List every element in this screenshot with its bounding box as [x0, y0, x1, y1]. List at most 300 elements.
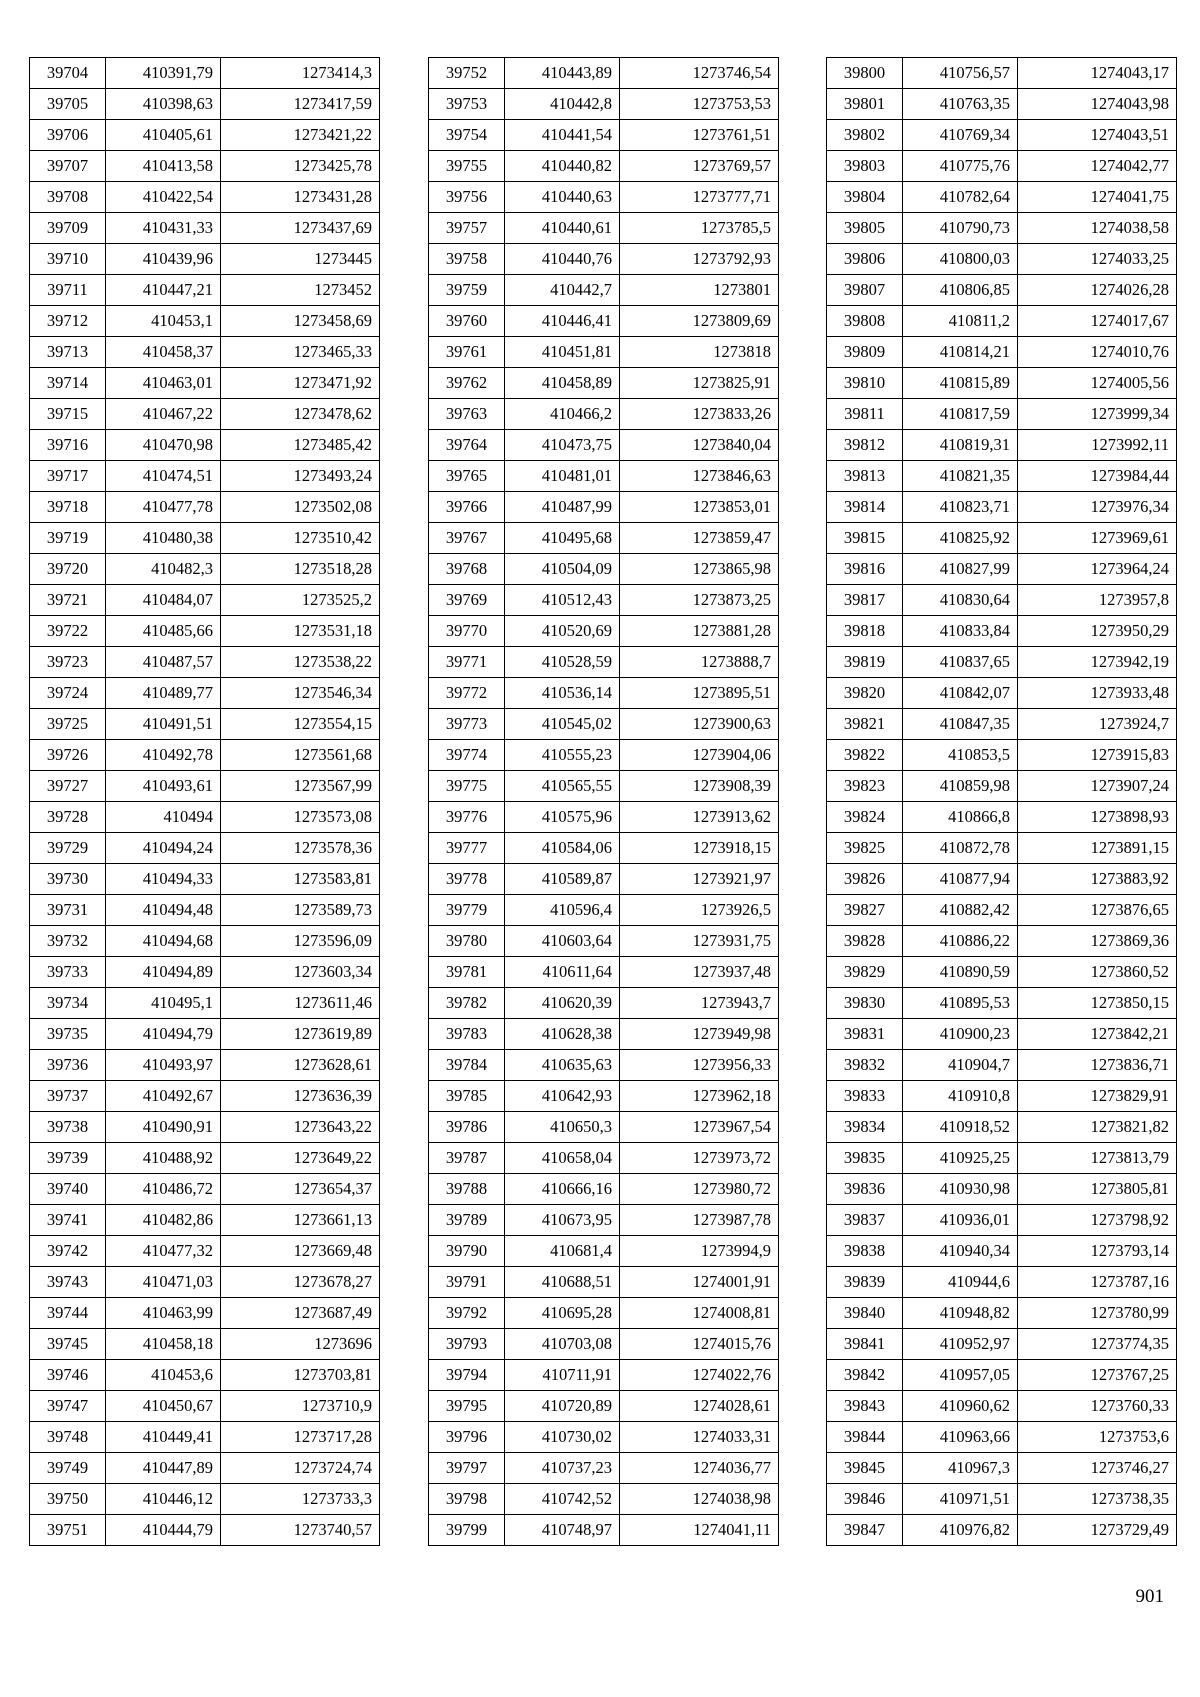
- table-row: [429, 1050, 779, 1081]
- point-id-cell: 39714: [30, 368, 106, 399]
- table-row: [429, 895, 779, 926]
- y-coordinate-cell: 1273471,92: [221, 368, 380, 399]
- point-id-cell: 39719: [30, 523, 106, 554]
- x-coordinate-cell: 410493,61: [106, 771, 221, 802]
- table-row: [429, 1236, 779, 1267]
- x-coordinate-cell: 410763,35: [903, 89, 1018, 120]
- point-id-cell: 39806: [827, 244, 903, 275]
- x-coordinate-cell: 410737,23: [505, 1453, 620, 1484]
- y-coordinate-cell: 1273774,35: [1018, 1329, 1177, 1360]
- table-row: [429, 1112, 779, 1143]
- point-id-cell: 39800: [827, 58, 903, 89]
- point-id-cell: 39823: [827, 771, 903, 802]
- table-row: [827, 120, 1177, 151]
- point-id-cell: 39756: [429, 182, 505, 213]
- x-coordinate-cell: 410442,7: [505, 275, 620, 306]
- point-id-cell: 39768: [429, 554, 505, 585]
- point-id-cell: 39827: [827, 895, 903, 926]
- point-id-cell: 39824: [827, 802, 903, 833]
- x-coordinate-cell: 410589,87: [505, 864, 620, 895]
- point-id-cell: 39772: [429, 678, 505, 709]
- y-coordinate-cell: 1273950,29: [1018, 616, 1177, 647]
- point-id-cell: 39752: [429, 58, 505, 89]
- point-id-cell: 39732: [30, 926, 106, 957]
- y-coordinate-cell: 1273729,49: [1018, 1515, 1177, 1546]
- table-row: [30, 1143, 380, 1174]
- table-row: [827, 461, 1177, 492]
- x-coordinate-cell: 410971,51: [903, 1484, 1018, 1515]
- table-row: [30, 58, 380, 89]
- y-coordinate-cell: 1273973,72: [620, 1143, 779, 1174]
- y-coordinate-cell: 1273654,37: [221, 1174, 380, 1205]
- table-row: [827, 1143, 1177, 1174]
- point-id-cell: 39737: [30, 1081, 106, 1112]
- y-coordinate-cell: 1273738,35: [1018, 1484, 1177, 1515]
- y-coordinate-cell: 1274036,77: [620, 1453, 779, 1484]
- table-row: [30, 213, 380, 244]
- y-coordinate-cell: 1273933,48: [1018, 678, 1177, 709]
- x-coordinate-cell: 410830,64: [903, 585, 1018, 616]
- point-id-cell: 39707: [30, 151, 106, 182]
- y-coordinate-cell: 1273921,97: [620, 864, 779, 895]
- y-coordinate-cell: 1274028,61: [620, 1391, 779, 1422]
- y-coordinate-cell: 1273994,9: [620, 1236, 779, 1267]
- x-coordinate-cell: 410447,21: [106, 275, 221, 306]
- x-coordinate-cell: 410490,91: [106, 1112, 221, 1143]
- x-coordinate-cell: 410742,52: [505, 1484, 620, 1515]
- y-coordinate-cell: 1273753,53: [620, 89, 779, 120]
- table-row: [30, 399, 380, 430]
- x-coordinate-cell: 410877,94: [903, 864, 1018, 895]
- table-row: [429, 58, 779, 89]
- y-coordinate-cell: 1274001,91: [620, 1267, 779, 1298]
- table-row: [429, 1391, 779, 1422]
- point-id-cell: 39780: [429, 926, 505, 957]
- table-row: [30, 864, 380, 895]
- table-row: [30, 647, 380, 678]
- point-id-cell: 39841: [827, 1329, 903, 1360]
- y-coordinate-cell: 1273792,93: [620, 244, 779, 275]
- y-coordinate-cell: 1273746,54: [620, 58, 779, 89]
- table-row: [429, 213, 779, 244]
- y-coordinate-cell: 1273785,5: [620, 213, 779, 244]
- table-row: [429, 864, 779, 895]
- x-coordinate-cell: 410575,96: [505, 802, 620, 833]
- table-row: [429, 1453, 779, 1484]
- table-row: [30, 523, 380, 554]
- point-id-cell: 39763: [429, 399, 505, 430]
- table-row: [827, 337, 1177, 368]
- point-id-cell: 39812: [827, 430, 903, 461]
- x-coordinate-cell: 410800,03: [903, 244, 1018, 275]
- point-id-cell: 39706: [30, 120, 106, 151]
- y-coordinate-cell: 1273538,22: [221, 647, 380, 678]
- point-id-cell: 39745: [30, 1329, 106, 1360]
- point-id-cell: 39761: [429, 337, 505, 368]
- table-row: [429, 988, 779, 1019]
- x-coordinate-cell: 410480,38: [106, 523, 221, 554]
- y-coordinate-cell: 1273853,01: [620, 492, 779, 523]
- table-row: [30, 1112, 380, 1143]
- y-coordinate-cell: 1273761,51: [620, 120, 779, 151]
- point-id-cell: 39781: [429, 957, 505, 988]
- y-coordinate-cell: 1273881,28: [620, 616, 779, 647]
- y-coordinate-cell: 1274041,11: [620, 1515, 779, 1546]
- point-id-cell: 39789: [429, 1205, 505, 1236]
- point-id-cell: 39846: [827, 1484, 903, 1515]
- point-id-cell: 39749: [30, 1453, 106, 1484]
- table-row: [827, 678, 1177, 709]
- point-id-cell: 39778: [429, 864, 505, 895]
- y-coordinate-cell: 1273904,06: [620, 740, 779, 771]
- x-coordinate-cell: 410819,31: [903, 430, 1018, 461]
- point-id-cell: 39834: [827, 1112, 903, 1143]
- table-row: [827, 523, 1177, 554]
- y-coordinate-cell: 1273926,5: [620, 895, 779, 926]
- point-id-cell: 39816: [827, 554, 903, 585]
- point-id-cell: 39802: [827, 120, 903, 151]
- x-coordinate-cell: 410413,58: [106, 151, 221, 182]
- x-coordinate-cell: 410814,21: [903, 337, 1018, 368]
- y-coordinate-cell: 1273561,68: [221, 740, 380, 771]
- x-coordinate-cell: 410806,85: [903, 275, 1018, 306]
- y-coordinate-cell: 1273687,49: [221, 1298, 380, 1329]
- point-id-cell: 39795: [429, 1391, 505, 1422]
- x-coordinate-cell: 410976,82: [903, 1515, 1018, 1546]
- x-coordinate-cell: 410695,28: [505, 1298, 620, 1329]
- point-id-cell: 39765: [429, 461, 505, 492]
- table-row: [827, 864, 1177, 895]
- x-coordinate-cell: 410904,7: [903, 1050, 1018, 1081]
- y-coordinate-cell: 1273931,75: [620, 926, 779, 957]
- x-coordinate-cell: 410494: [106, 802, 221, 833]
- x-coordinate-cell: 410494,68: [106, 926, 221, 957]
- table-row: [827, 1360, 1177, 1391]
- table-row: [827, 244, 1177, 275]
- table-row: [429, 306, 779, 337]
- point-id-cell: 39751: [30, 1515, 106, 1546]
- table-row: [30, 244, 380, 275]
- x-coordinate-cell: 410440,76: [505, 244, 620, 275]
- y-coordinate-cell: 1273813,79: [1018, 1143, 1177, 1174]
- table-row: [827, 926, 1177, 957]
- x-coordinate-cell: 410900,23: [903, 1019, 1018, 1050]
- y-coordinate-cell: 1273589,73: [221, 895, 380, 926]
- point-id-cell: 39782: [429, 988, 505, 1019]
- y-coordinate-cell: 1273518,28: [221, 554, 380, 585]
- x-coordinate-cell: 410494,79: [106, 1019, 221, 1050]
- table-row: [30, 1050, 380, 1081]
- table-row: [827, 895, 1177, 926]
- table-row: [827, 1391, 1177, 1422]
- y-coordinate-cell: 1273769,57: [620, 151, 779, 182]
- table-row: [30, 1453, 380, 1484]
- y-coordinate-cell: 1273967,54: [620, 1112, 779, 1143]
- y-coordinate-cell: 1273573,08: [221, 802, 380, 833]
- y-coordinate-cell: 1273907,24: [1018, 771, 1177, 802]
- table-row: [827, 306, 1177, 337]
- table-row: [429, 1019, 779, 1050]
- point-id-cell: 39744: [30, 1298, 106, 1329]
- table-row: [30, 585, 380, 616]
- point-id-cell: 39766: [429, 492, 505, 523]
- table-row: [429, 1484, 779, 1515]
- table-row: [429, 461, 779, 492]
- point-id-cell: 39842: [827, 1360, 903, 1391]
- x-coordinate-cell: 410449,41: [106, 1422, 221, 1453]
- y-coordinate-cell: 1273992,11: [1018, 430, 1177, 461]
- x-coordinate-cell: 410635,63: [505, 1050, 620, 1081]
- y-coordinate-cell: 1274015,76: [620, 1329, 779, 1360]
- y-coordinate-cell: 1273510,42: [221, 523, 380, 554]
- table-row: [429, 616, 779, 647]
- point-id-cell: 39779: [429, 895, 505, 926]
- y-coordinate-cell: 1274042,77: [1018, 151, 1177, 182]
- table-row: [827, 58, 1177, 89]
- y-coordinate-cell: 1273567,99: [221, 771, 380, 802]
- point-id-cell: 39788: [429, 1174, 505, 1205]
- point-id-cell: 39742: [30, 1236, 106, 1267]
- x-coordinate-cell: 410504,09: [505, 554, 620, 585]
- table-row: [30, 306, 380, 337]
- point-id-cell: 39828: [827, 926, 903, 957]
- table-row: [827, 740, 1177, 771]
- table-row: [827, 89, 1177, 120]
- y-coordinate-cell: 1273740,57: [221, 1515, 380, 1546]
- x-coordinate-cell: 410422,54: [106, 182, 221, 213]
- y-coordinate-cell: 1273809,69: [620, 306, 779, 337]
- point-id-cell: 39836: [827, 1174, 903, 1205]
- table-row: [429, 337, 779, 368]
- x-coordinate-cell: 410492,67: [106, 1081, 221, 1112]
- x-coordinate-cell: 410442,8: [505, 89, 620, 120]
- table-row: [827, 1081, 1177, 1112]
- x-coordinate-cell: 410536,14: [505, 678, 620, 709]
- table-row: [827, 399, 1177, 430]
- y-coordinate-cell: 1273502,08: [221, 492, 380, 523]
- y-coordinate-cell: 1273619,89: [221, 1019, 380, 1050]
- point-id-cell: 39725: [30, 709, 106, 740]
- x-coordinate-cell: 410555,23: [505, 740, 620, 771]
- y-coordinate-cell: 1273836,71: [1018, 1050, 1177, 1081]
- point-id-cell: 39762: [429, 368, 505, 399]
- table-row: [429, 89, 779, 120]
- y-coordinate-cell: 1274043,17: [1018, 58, 1177, 89]
- y-coordinate-cell: 1273554,15: [221, 709, 380, 740]
- table-row: [429, 430, 779, 461]
- y-coordinate-cell: 1273578,36: [221, 833, 380, 864]
- table-row: [429, 957, 779, 988]
- table-row: [429, 368, 779, 399]
- point-id-cell: 39837: [827, 1205, 903, 1236]
- table-row: [827, 1050, 1177, 1081]
- table-body: [30, 58, 380, 1546]
- y-coordinate-cell: 1273437,69: [221, 213, 380, 244]
- x-coordinate-cell: 410703,08: [505, 1329, 620, 1360]
- y-coordinate-cell: 1273458,69: [221, 306, 380, 337]
- table-row: [30, 1422, 380, 1453]
- table-row: [827, 430, 1177, 461]
- y-coordinate-cell: 1273417,59: [221, 89, 380, 120]
- x-coordinate-cell: 410484,07: [106, 585, 221, 616]
- y-coordinate-cell: 1273628,61: [221, 1050, 380, 1081]
- x-coordinate-cell: 410494,24: [106, 833, 221, 864]
- y-coordinate-cell: 1273980,72: [620, 1174, 779, 1205]
- table-row: [30, 1019, 380, 1050]
- y-coordinate-cell: 1273825,91: [620, 368, 779, 399]
- x-coordinate-cell: 410485,66: [106, 616, 221, 647]
- x-coordinate-cell: 410910,8: [903, 1081, 1018, 1112]
- x-coordinate-cell: 410495,68: [505, 523, 620, 554]
- point-id-cell: 39721: [30, 585, 106, 616]
- table-row: [429, 492, 779, 523]
- table-row: [827, 182, 1177, 213]
- table-row: [30, 988, 380, 1019]
- table-row: [429, 678, 779, 709]
- table-row: [827, 492, 1177, 523]
- x-coordinate-cell: 410474,51: [106, 461, 221, 492]
- table-row: [30, 802, 380, 833]
- y-coordinate-cell: 1273636,39: [221, 1081, 380, 1112]
- table-row: [827, 585, 1177, 616]
- x-coordinate-cell: 410842,07: [903, 678, 1018, 709]
- point-id-cell: 39791: [429, 1267, 505, 1298]
- point-id-cell: 39704: [30, 58, 106, 89]
- table-body: [429, 58, 779, 1546]
- x-coordinate-cell: 410488,92: [106, 1143, 221, 1174]
- point-id-cell: 39754: [429, 120, 505, 151]
- x-coordinate-cell: 410520,69: [505, 616, 620, 647]
- x-coordinate-cell: 410825,92: [903, 523, 1018, 554]
- table-row: [429, 399, 779, 430]
- point-id-cell: 39840: [827, 1298, 903, 1329]
- point-id-cell: 39728: [30, 802, 106, 833]
- table-row: [429, 1174, 779, 1205]
- point-id-cell: 39833: [827, 1081, 903, 1112]
- table-row: [429, 151, 779, 182]
- point-id-cell: 39790: [429, 1236, 505, 1267]
- table-row: [30, 554, 380, 585]
- x-coordinate-cell: 410827,99: [903, 554, 1018, 585]
- x-coordinate-cell: 410769,34: [903, 120, 1018, 151]
- y-coordinate-cell: 1273957,8: [1018, 585, 1177, 616]
- x-coordinate-cell: 410847,35: [903, 709, 1018, 740]
- point-id-cell: 39739: [30, 1143, 106, 1174]
- point-id-cell: 39808: [827, 306, 903, 337]
- point-id-cell: 39804: [827, 182, 903, 213]
- point-id-cell: 39727: [30, 771, 106, 802]
- point-id-cell: 39796: [429, 1422, 505, 1453]
- x-coordinate-cell: 410495,1: [106, 988, 221, 1019]
- y-coordinate-cell: 1273860,52: [1018, 957, 1177, 988]
- point-id-cell: 39844: [827, 1422, 903, 1453]
- x-coordinate-cell: 410473,75: [505, 430, 620, 461]
- y-coordinate-cell: 1273943,7: [620, 988, 779, 1019]
- table-row: [827, 1112, 1177, 1143]
- point-id-cell: 39758: [429, 244, 505, 275]
- point-id-cell: 39774: [429, 740, 505, 771]
- y-coordinate-cell: 1273724,74: [221, 1453, 380, 1484]
- x-coordinate-cell: 410466,2: [505, 399, 620, 430]
- point-id-cell: 39819: [827, 647, 903, 678]
- point-id-cell: 39720: [30, 554, 106, 585]
- y-coordinate-cell: 1273859,47: [620, 523, 779, 554]
- table-row: [827, 1298, 1177, 1329]
- y-coordinate-cell: 1273913,62: [620, 802, 779, 833]
- x-coordinate-cell: 410391,79: [106, 58, 221, 89]
- point-id-cell: 39712: [30, 306, 106, 337]
- table-row: [30, 89, 380, 120]
- table-body: [827, 58, 1177, 1546]
- point-id-cell: 39845: [827, 1453, 903, 1484]
- point-id-cell: 39785: [429, 1081, 505, 1112]
- y-coordinate-cell: 1273937,48: [620, 957, 779, 988]
- table-row: [30, 461, 380, 492]
- x-coordinate-cell: 410866,8: [903, 802, 1018, 833]
- x-coordinate-cell: 410681,4: [505, 1236, 620, 1267]
- table-row: [827, 1236, 1177, 1267]
- x-coordinate-cell: 410463,99: [106, 1298, 221, 1329]
- point-id-cell: 39776: [429, 802, 505, 833]
- x-coordinate-cell: 410450,67: [106, 1391, 221, 1422]
- x-coordinate-cell: 410817,59: [903, 399, 1018, 430]
- point-id-cell: 39724: [30, 678, 106, 709]
- table-row: [30, 1267, 380, 1298]
- point-id-cell: 39708: [30, 182, 106, 213]
- y-coordinate-cell: 1273793,14: [1018, 1236, 1177, 1267]
- point-id-cell: 39747: [30, 1391, 106, 1422]
- x-coordinate-cell: 410584,06: [505, 833, 620, 864]
- table-row: [827, 709, 1177, 740]
- x-coordinate-cell: 410730,02: [505, 1422, 620, 1453]
- y-coordinate-cell: 1273883,92: [1018, 864, 1177, 895]
- x-coordinate-cell: 410936,01: [903, 1205, 1018, 1236]
- y-coordinate-cell: 1273753,6: [1018, 1422, 1177, 1453]
- point-id-cell: 39723: [30, 647, 106, 678]
- x-coordinate-cell: 410666,16: [505, 1174, 620, 1205]
- y-coordinate-cell: 1273873,25: [620, 585, 779, 616]
- y-coordinate-cell: 1273891,15: [1018, 833, 1177, 864]
- y-coordinate-cell: 1273984,44: [1018, 461, 1177, 492]
- y-coordinate-cell: 1273976,34: [1018, 492, 1177, 523]
- point-id-cell: 39710: [30, 244, 106, 275]
- point-id-cell: 39817: [827, 585, 903, 616]
- y-coordinate-cell: 1273846,63: [620, 461, 779, 492]
- x-coordinate-cell: 410620,39: [505, 988, 620, 1019]
- point-id-cell: 39743: [30, 1267, 106, 1298]
- table-row: [429, 120, 779, 151]
- point-id-cell: 39801: [827, 89, 903, 120]
- y-coordinate-cell: 1274038,98: [620, 1484, 779, 1515]
- y-coordinate-cell: 1273898,93: [1018, 802, 1177, 833]
- y-coordinate-cell: 1273942,19: [1018, 647, 1177, 678]
- x-coordinate-cell: 410494,33: [106, 864, 221, 895]
- y-coordinate-cell: 1273643,22: [221, 1112, 380, 1143]
- point-id-cell: 39773: [429, 709, 505, 740]
- y-coordinate-cell: 1273525,2: [221, 585, 380, 616]
- y-coordinate-cell: 1273611,46: [221, 988, 380, 1019]
- x-coordinate-cell: 410491,51: [106, 709, 221, 740]
- point-id-cell: 39736: [30, 1050, 106, 1081]
- page-number: 901: [1135, 1586, 1164, 1607]
- x-coordinate-cell: 410886,22: [903, 926, 1018, 957]
- x-coordinate-cell: 410853,5: [903, 740, 1018, 771]
- point-id-cell: 39786: [429, 1112, 505, 1143]
- table-row: [429, 1205, 779, 1236]
- point-id-cell: 39814: [827, 492, 903, 523]
- y-coordinate-cell: 1273798,92: [1018, 1205, 1177, 1236]
- x-coordinate-cell: 410944,6: [903, 1267, 1018, 1298]
